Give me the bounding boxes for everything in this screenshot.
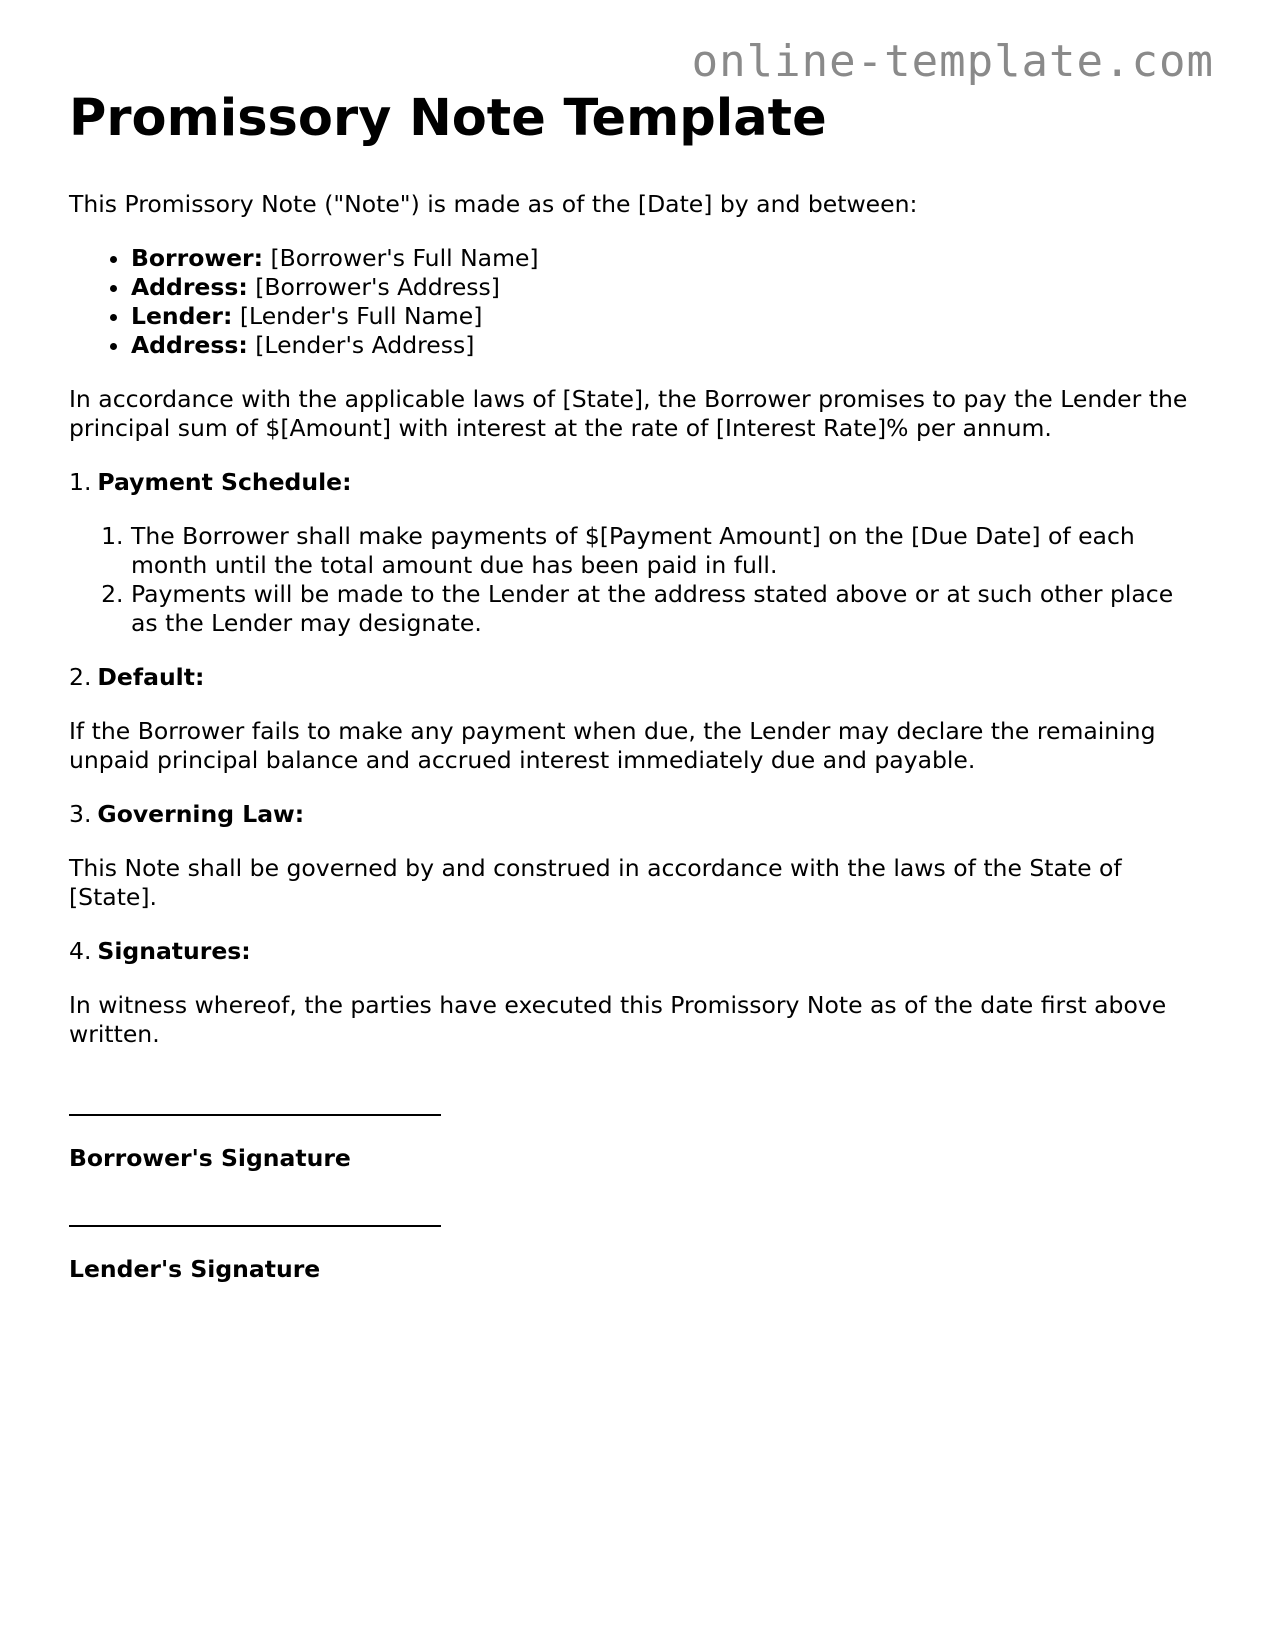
- party-value: [Lender's Full Name]: [239, 302, 483, 330]
- section-title: Signatures:: [97, 937, 251, 965]
- party-borrower-address: [131, 273, 1199, 302]
- section-law-heading: [69, 800, 1199, 829]
- section-number: 4.: [69, 937, 92, 965]
- party-lender-name: [131, 302, 1199, 331]
- section-title: Payment Schedule:: [97, 468, 352, 496]
- party-label: Lender:: [131, 302, 233, 330]
- party-label: Borrower:: [131, 244, 264, 272]
- section-number: 2.: [69, 663, 92, 691]
- terms-paragraph: In accordance with the applicable laws of [State], the Borrower promises to pay the Lender the principal sum of $[Amount] with interest at the rate of [Interest Rate]% per annum.: [69, 385, 1188, 442]
- party-value: [Borrower's Full Name]: [270, 244, 539, 272]
- parties-list: [69, 244, 1199, 360]
- payment-items-list: [69, 522, 1199, 638]
- section-number: 1.: [69, 468, 92, 496]
- law-paragraph: This Note shall be governed by and construed in accordance with the laws of the State of [State].: [69, 854, 1122, 911]
- signatures-paragraph: In witness whereof, the parties have executed this Promissory Note as of the date first above written.: [69, 991, 1167, 1048]
- lender-signature-line: [69, 1225, 441, 1227]
- payment-item: 2. Payments will be made to the Lender at the address stated above or at such other place as the Lender may designate.: [131, 580, 1199, 638]
- borrower-signature-label: Borrower's Signature: [69, 1144, 351, 1172]
- section-number: 3.: [69, 800, 92, 828]
- payment-item: 1. The Borrower shall make payments of $[Payment Amount] on the [Due Date] of each month until the total amount due has been paid in full.: [131, 522, 1199, 580]
- default-paragraph: If the Borrower fails to make any payment when due, the Lender may declare the remaining unpaid principal balance and accrued interest immediately due and payable.: [69, 717, 1156, 774]
- party-label: Address:: [131, 331, 248, 359]
- party-label: Address:: [131, 273, 248, 301]
- party-borrower-name: [131, 244, 1199, 273]
- party-value: [Lender's Address]: [255, 331, 475, 359]
- section-signatures-heading: [69, 937, 1199, 966]
- intro-paragraph: This Promissory Note ("Note") is made as of the [Date] by and between:: [69, 190, 918, 218]
- borrower-signature-line: [69, 1114, 441, 1116]
- section-title: Governing Law:: [97, 800, 305, 828]
- party-value: [Borrower's Address]: [255, 273, 500, 301]
- party-lender-address: [131, 331, 1199, 360]
- document-page: [69, 90, 1199, 1284]
- section-title: Default:: [97, 663, 205, 691]
- section-default-heading: [69, 663, 1199, 692]
- lender-signature-label: Lender's Signature: [69, 1255, 321, 1283]
- page-title: Promissory Note Template: [69, 89, 827, 148]
- section-payment-heading: [69, 468, 1199, 497]
- watermark: online-template.com: [691, 36, 1214, 87]
